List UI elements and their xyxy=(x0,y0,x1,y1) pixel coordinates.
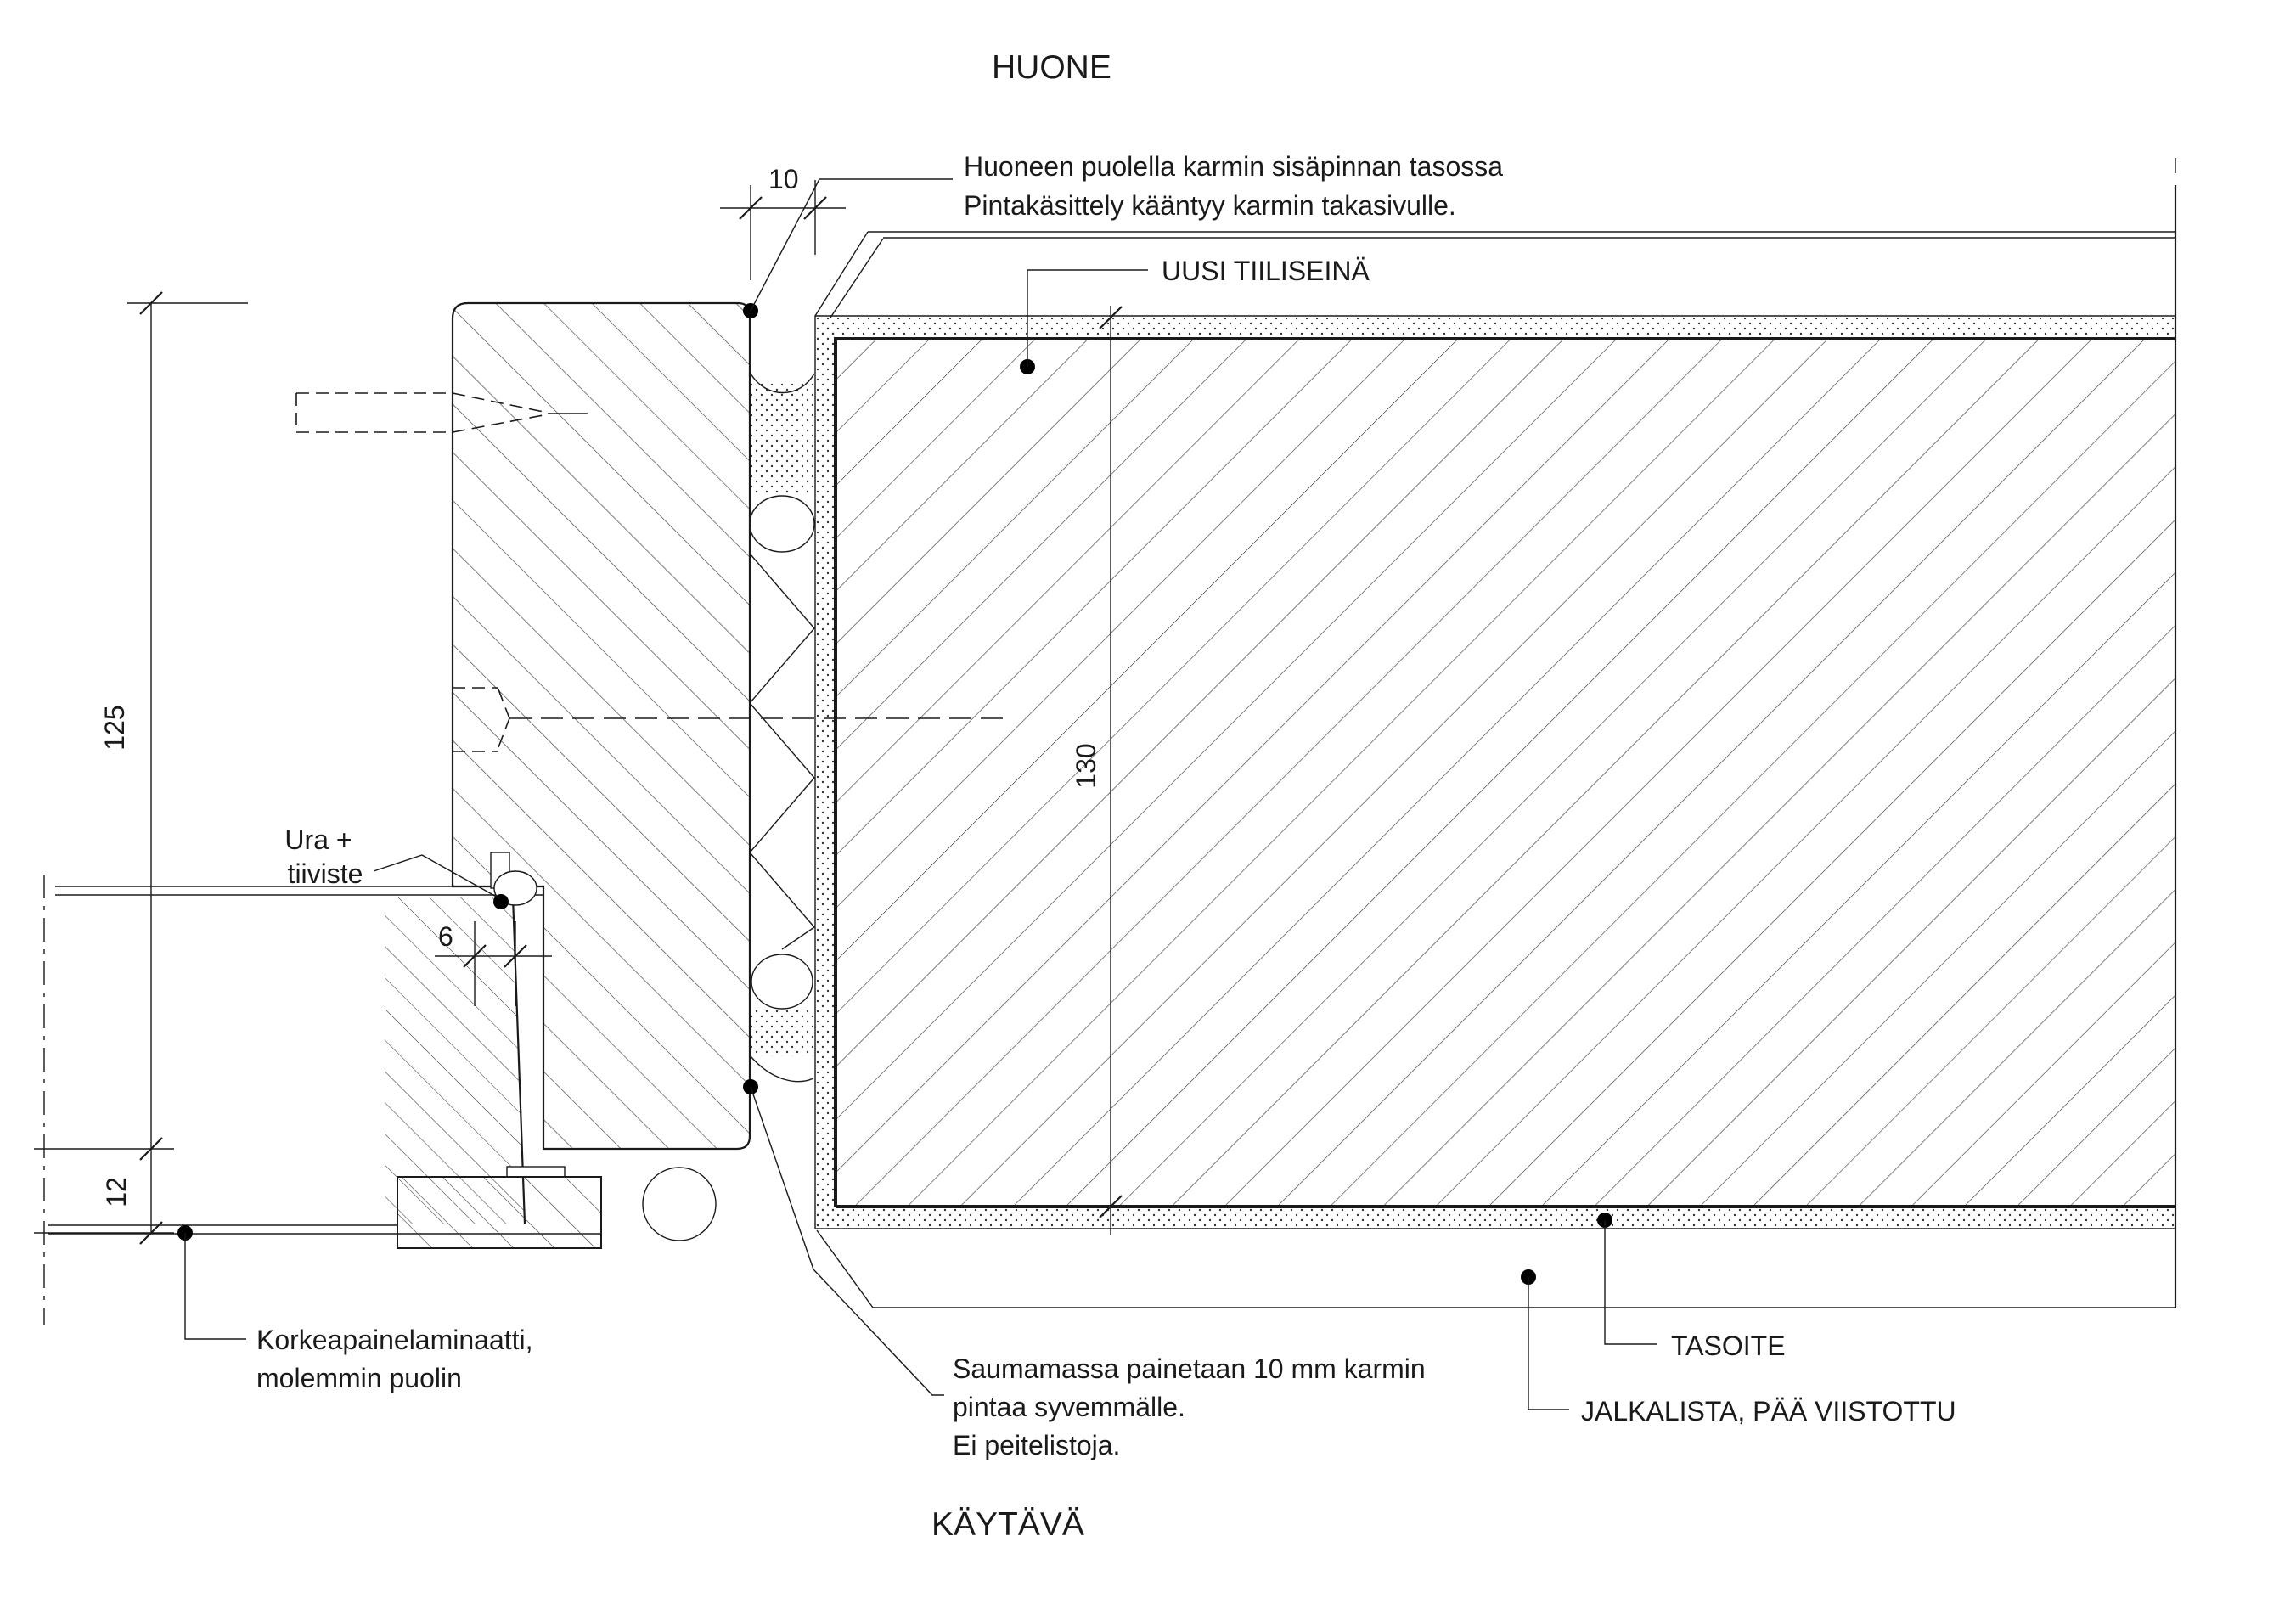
plaster-band-left xyxy=(815,318,836,1228)
sealant-zigzag xyxy=(750,554,814,949)
note-groove-line1: Ura + xyxy=(284,824,352,855)
dim-frame-depth-value: 125 xyxy=(99,705,130,751)
note-laminate-line1: Korkeapainelaminaatti, xyxy=(256,1325,533,1355)
dim-laminate-offset-value: 12 xyxy=(101,1177,132,1207)
note-sealant-line3: Ei peitelistoja. xyxy=(953,1430,1121,1460)
rebate-step xyxy=(507,1167,565,1177)
threshold-piece xyxy=(397,1177,601,1248)
dimension-joint-width xyxy=(720,164,846,280)
dimension-laminate-offset xyxy=(34,1149,174,1244)
corridor-label: KÄYTÄVÄ xyxy=(931,1506,1084,1543)
door-core-hatch xyxy=(385,897,525,1224)
plaster-band-bottom xyxy=(815,1207,2175,1228)
note-leveling: TASOITE xyxy=(1671,1331,1786,1361)
joint-filler-bottom xyxy=(751,1009,814,1056)
silencer-roller xyxy=(643,1168,716,1241)
plaster-band-top xyxy=(815,318,2175,338)
note-new-brick-wall: UUSI TIILISEINÄ xyxy=(1162,256,1370,286)
brick-wall-section xyxy=(815,158,2175,1308)
dimension-frame-depth xyxy=(99,292,248,1160)
note-sealant-line2: pintaa syvemmälle. xyxy=(953,1392,1185,1422)
corridor-face-jog-line xyxy=(817,1230,873,1308)
dim-wall-thickness-value: 130 xyxy=(1071,743,1101,789)
room-label: HUONE xyxy=(992,49,1111,86)
joint-filler-top xyxy=(751,384,814,494)
dim-joint-width-value: 10 xyxy=(768,164,799,194)
joint-meniscus-bottom xyxy=(751,1056,813,1082)
note-sealant-line1: Saumamassa painetaan 10 mm karmin xyxy=(953,1353,1426,1384)
note-frame-surface-line1: Huoneen puolella karmin sisäpinnan tasossa xyxy=(964,151,1504,182)
note-groove-line2: tiiviste xyxy=(287,858,363,889)
note-frame-surface-line2: Pintakäsittely kääntyy karmin takasivulle. xyxy=(964,190,1456,221)
note-laminate-line2: molemmin puolin xyxy=(256,1363,462,1393)
sealant-joint xyxy=(750,374,814,1082)
backer-rod-top xyxy=(750,496,814,552)
backer-rod-bottom xyxy=(751,954,813,1009)
brick-hatch xyxy=(836,340,2175,1206)
dim-groove-width-value: 6 xyxy=(438,921,453,952)
note-skirting: JALKALISTA, PÄÄ VIISTOTTU xyxy=(1581,1396,1956,1426)
